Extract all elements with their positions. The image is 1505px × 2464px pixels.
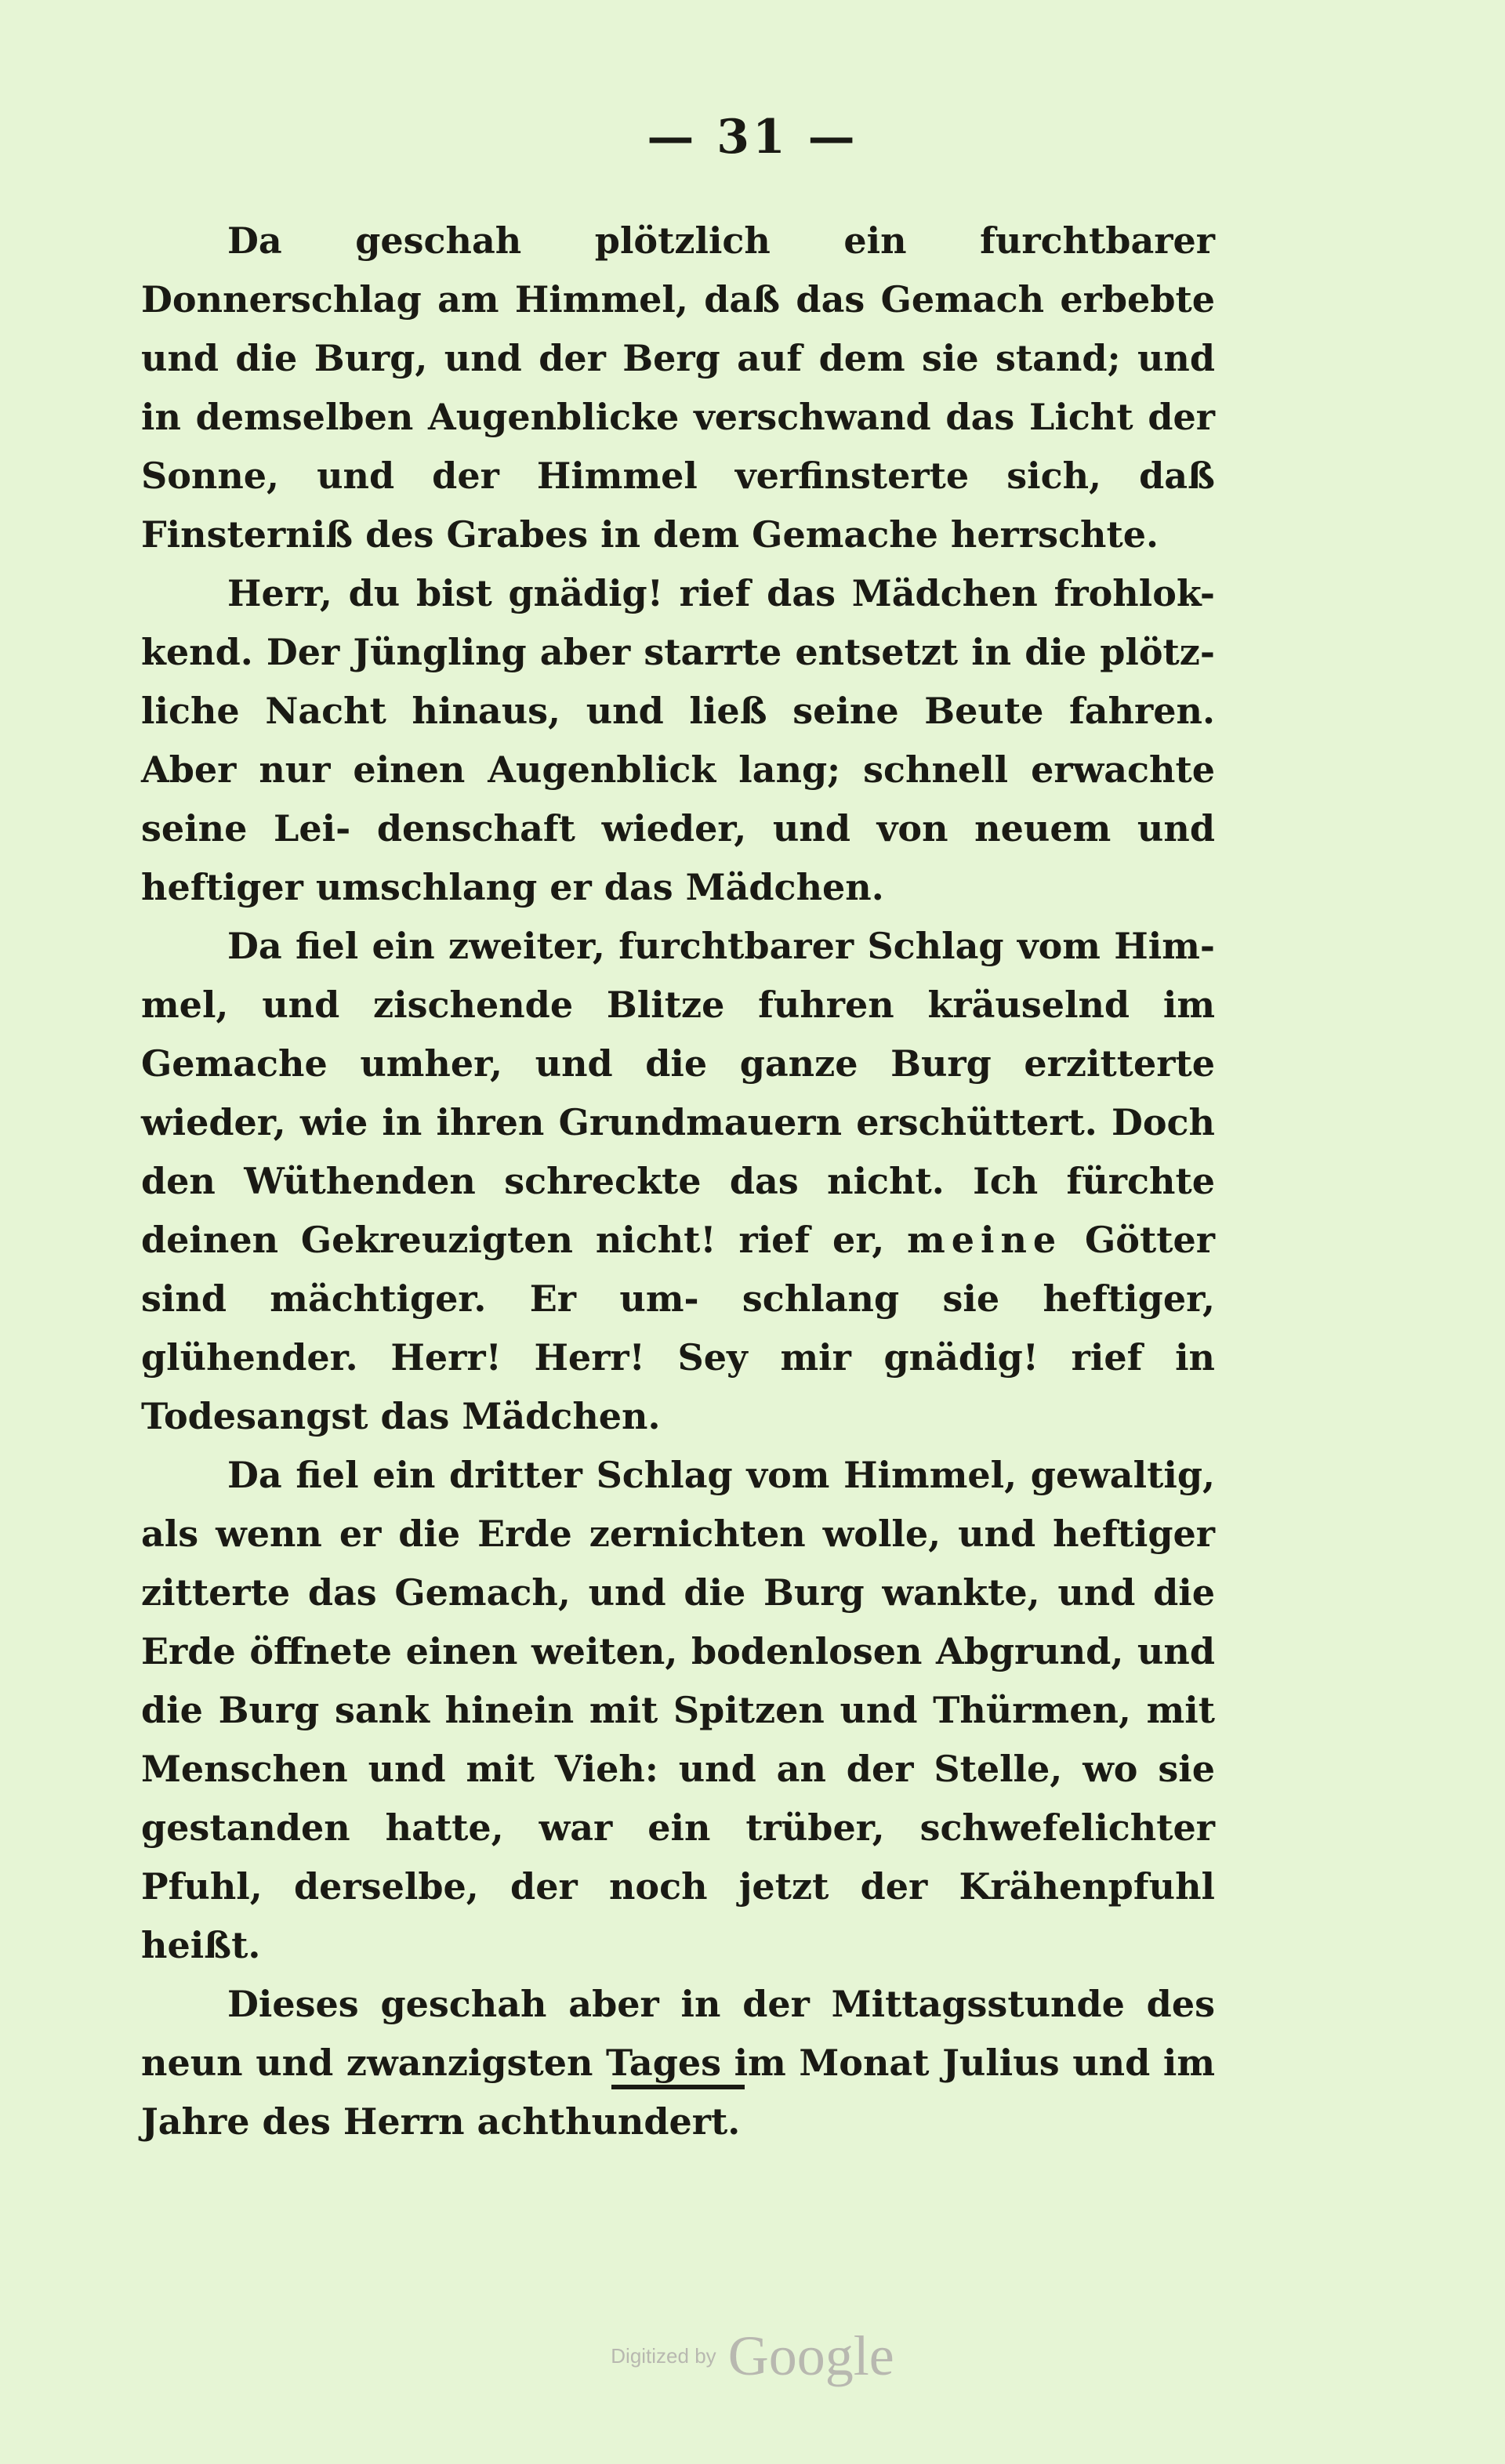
paragraph <box>141 564 1215 917</box>
paragraph <box>141 1975 1215 2151</box>
paragraph <box>141 917 1215 1446</box>
paragraph <box>141 212 1215 564</box>
watermark-prefix: Digitized by <box>611 2344 716 2368</box>
paragraph-text: Herr, du bist gnädig! rief das Mädchen frohlok- kend. Der Jüngling aber starrte entsetzt in die plötz- liche Nacht hinaus, und ließ seine Beute fahren. Aber nur einen Augenblick lang; schnell erwachte seine Lei- denschaft wieder, und von neuem und heftiger umschlang er das Mädchen. <box>141 572 1215 908</box>
paragraph-text: Dieses geschah aber in der Mittagsstunde des neun und zwanzigsten Tages im Monat Julius und im Jahre des Herrn achthundert. <box>141 1983 1215 2143</box>
end-rule <box>611 2085 745 2089</box>
paragraph-text: Götter sind mächtiger. Er um- schlang sie heftiger, glühender. Herr! Herr! Sey mir gnädig! rief in Todesangst das Mädchen. <box>141 1219 1215 1437</box>
watermark-logo: Google <box>727 2324 894 2387</box>
paragraph-text: Da geschah plötzlich ein furchtbarer Donnerschlag am Himmel, daß das Gemach erbebte und die Burg, und der Berg auf dem sie stand; und in demselben Augenblicke verschwand das Licht der Sonne, und der Himmel verfinsterte sich, daß Finsterniß des Grabes in dem Gemache herrschte. <box>141 219 1215 556</box>
paragraph-text: Da fiel ein zweiter, furchtbarer Schlag vom Him- mel, und zischende Blitze fuhren kräuselnd im Gemache umher, und die ganze Burg erzitterte wieder, wie in ihren Grundmauern erschüttert. Doch den Wüthenden schreckte das nicht. Ich fürchte deinen Gekreuzigten nicht! rief er, <box>141 925 1215 1261</box>
digitized-watermark <box>0 2324 1505 2389</box>
emphasized-word: meine <box>907 1219 1063 1261</box>
paragraph-text: Da fiel ein dritter Schlag vom Himmel, gewaltig, als wenn er die Erde zernichten wolle, und heftiger zitterte das Gemach, und die Burg wankte, und die Erde öffnete einen weiten, bodenlosen Abgrund, und die Burg sank hinein mit Spitzen und Thürmen, mit Menschen und mit Vieh: und an der Stelle, wo sie gestanden hatte, war ein trüber, schwefelichter Pfuhl, derselbe, der noch jetzt der Krähenpfuhl heißt. <box>141 1454 1215 1966</box>
paragraph <box>141 1446 1215 1975</box>
page-number: — 31 — <box>647 110 858 165</box>
page-text <box>141 212 1215 2151</box>
